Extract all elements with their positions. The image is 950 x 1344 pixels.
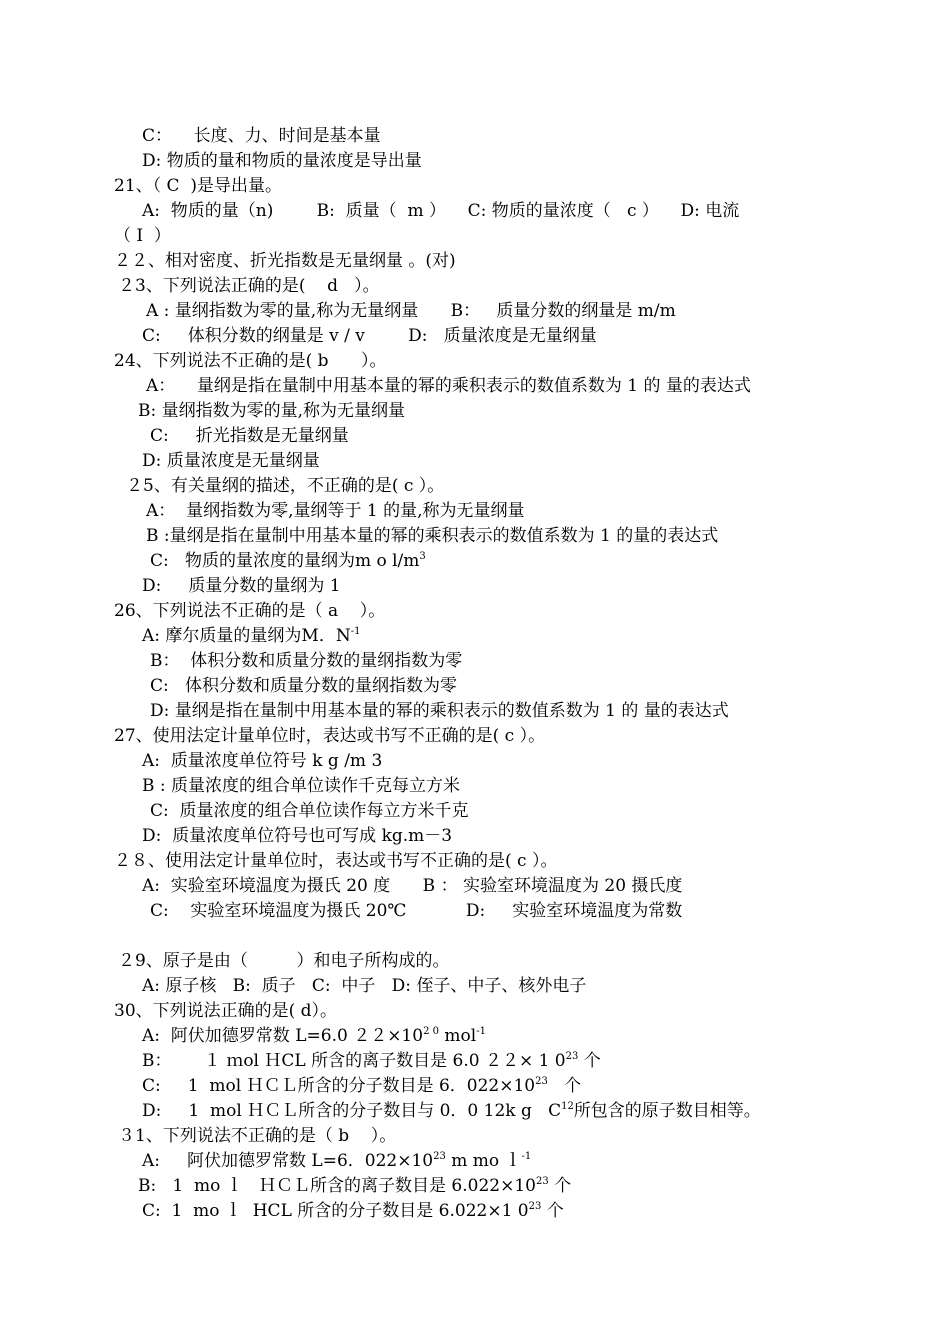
question-21-options-cont: （ I ） <box>114 226 171 246</box>
question-28: ２８、使用法定计量单位时，表达或书写不正确的是( c ）。 <box>114 851 558 871</box>
line-option-c-basic-quantities: C： 长度、力、时间是基本量 <box>142 126 381 146</box>
question-26-option-a: A: 摩尔质量的量纲为M．$N^{-1}$ <box>142 626 361 646</box>
question-31-option-c: C: 1 mo ｌ HCL 所含的分子数目是 6.022×1 $0^{23}$ 个 <box>142 1201 564 1221</box>
question-30: 30、下列说法正确的是( d）。 <box>114 1001 338 1021</box>
question-26-option-b: B： 体积分数和质量分数的量纲指数为零 <box>150 651 463 671</box>
question-30-option-c: C: 1 mol ＨＣＬ所含的分子数目是 6．$022\times 10^{23}$ 个 <box>142 1076 582 1096</box>
question-24: 24、下列说法不正确的是( b ）。 <box>114 351 387 371</box>
question-30-option-a: A: 阿伏加德罗常数 L=6.0 $22\times 10^{2 0}$ mol$^{-1}$ <box>142 1026 486 1046</box>
question-22: ２２、相对密度、折光指数是无量纲量 。(对) <box>114 251 456 271</box>
question-24-option-a: A： 量纲是指在量制中用基本量的幂的乘积表示的数值系数为 1 的 量的表达式 <box>146 376 751 396</box>
question-25-option-d: D: 质量分数的量纲为 1 <box>142 576 341 596</box>
question-24-option-c: C: 折光指数是无量纲量 <box>150 426 349 446</box>
question-30-option-b: B： １ ｍol ＨCL 所含的离子数目是 6.0 ２２× 1 $0^{23}$ 个 <box>142 1051 601 1071</box>
question-26-option-d: D: 量纲是指在量制中用基本量的幂的乘积表示的数值系数为 1 的 量的表达式 <box>150 701 729 721</box>
line-option-d-derived-quantities: D: 物质的量和物质的量浓度是导出量 <box>142 151 422 171</box>
question-27-option-c: C: 质量浓度的组合单位读作每立方米千克 <box>150 801 469 821</box>
question-30-option-d: D: 1 mol ＨＣＬ所含的分子数目与 0．0 12k g $C^{12}$所包含的原子数目相等。 <box>142 1101 761 1121</box>
question-21-options: A: 物质的量（n) B: 质量（ m ） C: 物质的量浓度（ c ） D: 电流 <box>142 201 740 221</box>
question-23-options-cd: C: 体积分数的纲量是 v / v D: 质量浓度是无量纲量 <box>142 326 597 346</box>
question-27-option-b: B : 质量浓度的组合单位读作千克每立方米 <box>142 776 461 796</box>
question-26-option-c: C: 体积分数和质量分数的量纲指数为零 <box>150 676 457 696</box>
question-23-options-ab: A : 量纲指数为零的量,称为无量纲量 B： 质量分数的纲量是 m/m <box>146 301 676 321</box>
question-27-option-d: D: 质量浓度单位符号也可写成 kg.m－3 <box>142 826 453 846</box>
question-25: ２5、有关量纲的描述，不正确的是( c ）。 <box>126 476 445 496</box>
question-24-option-d: D: 质量浓度是无量纲量 <box>142 451 320 471</box>
question-23: ２3、下列说法正确的是( d ）。 <box>118 276 380 296</box>
question-27: 27、使用法定计量单位时，表达或书写不正确的是( c ）。 <box>114 726 546 746</box>
question-31: ３1、下列说法不正确的是（ b ）。 <box>118 1126 397 1146</box>
question-29: ２9、原子是由（ ）和电子所构成的。 <box>118 951 450 971</box>
question-21: 21、（ C )是导出量。 <box>114 176 282 196</box>
question-25-option-a: A： 量纲指数为零,量纲等于 1 的量,称为无量纲量 <box>146 501 525 521</box>
question-25-option-c: C: 物质的量浓度的量纲为m o $l/m^3$ <box>150 551 426 571</box>
question-25-option-b: B :量纲是指在量制中用基本量的幂的乘积表示的数值系数为 1 的量的表达式 <box>146 526 719 546</box>
question-28-options-cd: C: 实验室环境温度为摄氏 20℃ D: 实验室环境温度为常数 <box>150 901 683 921</box>
question-26: 26、下列说法不正确的是（ a ）。 <box>114 601 386 621</box>
question-31-option-b: B: 1 mo ｌ ＨＣＬ所含的离子数目是 $6.022\times 10^{23}$ 个 <box>138 1176 572 1196</box>
question-24-option-b: B: 量纲指数为零的量,称为无量纲量 <box>138 401 406 421</box>
question-29-options: A: 原子核 B: 质子 C: 中子 D: 侄子、中子、核外电子 <box>142 976 587 996</box>
question-31-option-a: A: 阿伏加德罗常数 L=6．$022\times 10^{23}$ m mo ｌ$^{-1}$ <box>142 1151 532 1171</box>
question-28-options-ab: A: 实验室环境温度为摄氏 20 度 B ： 实验室环境温度为 20 摄氏度 <box>142 876 683 896</box>
question-27-option-a: A: 质量浓度单位符号 k g /m 3 <box>142 751 383 771</box>
